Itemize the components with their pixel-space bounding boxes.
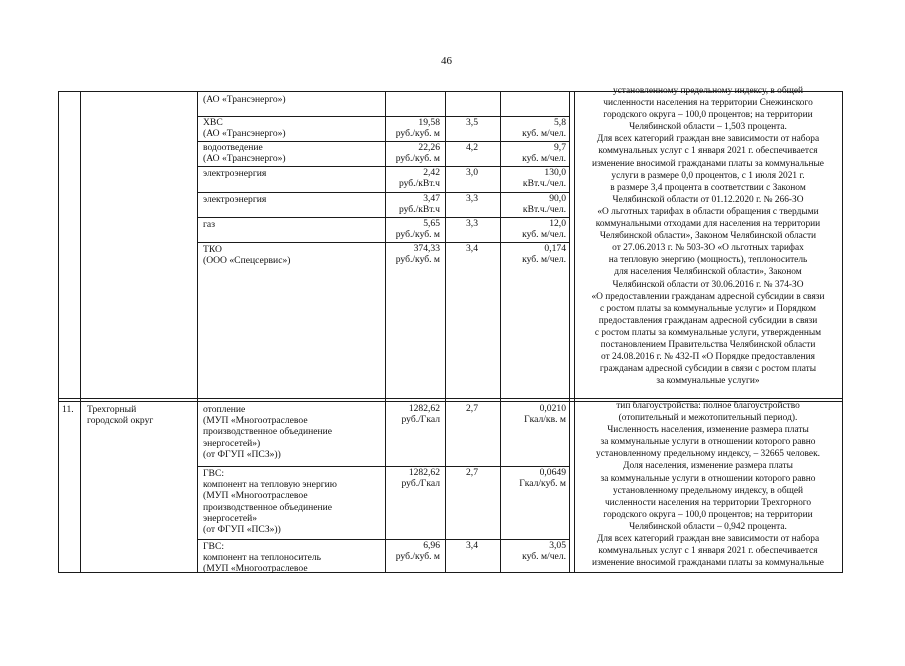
- volume-value: 90,0 кВт.ч./чел.: [522, 193, 566, 216]
- grid-line: [574, 91, 575, 573]
- grid-line: [569, 91, 570, 573]
- row-number: 11.: [62, 404, 74, 415]
- tariff-value: 2,42 руб./кВт.ч: [398, 167, 440, 190]
- tariff-value: 3,47 руб./кВт.ч: [398, 193, 440, 216]
- service-name: электроэнергия: [203, 168, 267, 179]
- tariff-value: 5,65 руб./куб. м: [395, 218, 440, 241]
- district-name: Трехгорный городской округ: [87, 404, 154, 427]
- tariff-value: 19,58 руб./куб. м: [395, 117, 440, 140]
- grid-line: [445, 91, 446, 573]
- grid-line: [842, 91, 843, 573]
- volume-value: 9,7 куб. м/чел.: [522, 142, 566, 165]
- grid-line: [500, 91, 501, 573]
- percent-value: 2,7: [466, 403, 478, 414]
- grid-line: [58, 398, 843, 399]
- service-name: (АО «Трансэнерго»): [203, 94, 286, 105]
- volume-value: 12,0 куб. м/чел.: [522, 218, 566, 241]
- tariff-value: 22,26 руб./куб. м: [395, 142, 440, 165]
- service-name: электроэнергия: [203, 194, 267, 205]
- volume-value: 3,05 куб. м/чел.: [522, 540, 566, 563]
- service-name: ХВС (АО «Трансэнерго»): [203, 117, 286, 140]
- grid-line: [58, 572, 843, 573]
- volume-value: 5,8 куб. м/чел.: [522, 117, 566, 140]
- grid-line: [385, 91, 386, 573]
- volume-value: 0,174 куб. м/чел.: [522, 243, 566, 266]
- volume-value: 130,0 кВт.ч./чел.: [522, 167, 566, 190]
- service-name: ТКО (ООО «Спецсервис»): [203, 244, 291, 267]
- grid-line: [197, 91, 198, 573]
- service-name: ГВС: компонент на теплоноситель (МУП «Многоотраслевое: [203, 541, 322, 575]
- percent-value: 3,0: [466, 167, 478, 178]
- service-name: отопление (МУП «Многоотраслевое производственное объединение энергосетей») (от ФГУП «ПСЗ»)): [203, 404, 333, 460]
- service-name: водоотведение (АО «Трансэнерго»): [203, 142, 286, 165]
- tariff-value: 6,96 руб./куб. м: [395, 540, 440, 563]
- grid-line: [58, 91, 59, 573]
- percent-value: 2,7: [466, 467, 478, 478]
- tariff-table: [58, 86, 850, 666]
- tariff-value: 1282,62 руб./Гкал: [401, 467, 440, 490]
- page-number: 46: [441, 55, 452, 67]
- percent-value: 3,3: [466, 218, 478, 229]
- percent-value: 3,3: [466, 193, 478, 204]
- tariff-value: 1282,62 руб./Гкал: [401, 403, 440, 426]
- volume-value: 0,0210 Гкал/кв. м: [524, 403, 566, 426]
- service-name: газ: [203, 219, 215, 230]
- percent-value: 3,5: [466, 117, 478, 128]
- percent-value: 4,2: [466, 142, 478, 153]
- volume-value: 0,0649 Гкал/куб. м: [519, 467, 566, 490]
- grid-line: [80, 91, 81, 573]
- tariff-value: 374,33 руб./куб. м: [395, 243, 440, 266]
- percent-value: 3,4: [466, 243, 478, 254]
- section-note: тип благоустройства: полное благоустройство (отопительный и межотопительный период). Численность населения, изменение размера платы за коммунальные услуги в отношении которого равно установленному предельному индексу, – 32665 человек. Доля населения, изменение размера платы за коммунальные услуги в отношении которого равно установленному предельному индексу, в общей численности населения на территории Трехгорного городского округа – 100,0 процентов; на территории Челябинской области – 0,942 процента. Для всех категорий граждан вне зависимости от набора коммунальных услуг с 1 января 2021 г. обеспечивается изменение вносимой гражданами платы за коммунальные: [592, 401, 824, 569]
- percent-value: 3,4: [466, 540, 478, 551]
- top-note: установленному предельному индексу, в общей численности населения на территории Снежинского городского округа – 100,0 процентов; на территории Челябинской области – 1,503 процента. Для всех категорий граждан вне зависимости от набора коммунальных услуг с 1 января 2021 г. обеспечивается изменение вносимой гражданами платы за коммунальные услуги в размере 0,0 процентов, с 1 июля 2021 г. в размере 3,4 процента в соответствии с Законом Челябинской области от 01.12.2020 г. № 266-ЗО «О льготных тарифах в области обращения с твердыми коммунальными отходами для населения на территории Челябинской области», Законом Челябинской области от 27.06.2013 г. № 503-ЗО «О льготных тарифах на тепловую энергию (мощность), теплоноситель для населения Челябинской области», Законом Челябинской области от 30.06.2016 г. № 374-ЗО «О предоставлении гражданам адресной субсидии в связи с ростом платы за коммунальные услуги» и Порядком предоставления гражданам адресной субсидии в связи с ростом платы за коммунальные услуги, утвержденным постановлением Правительства Челябинской области от 24.08.2016 г. № 432-П «О Порядке предоставления гражданам адресной субсидии в связи с ростом платы за коммунальные услуги»: [591, 86, 825, 387]
- service-name: ГВС: компонент на тепловую энергию (МУП «Многоотраслевое производственное объединение энергосетей» (от ФГУП «ПСЗ»)): [203, 468, 337, 536]
